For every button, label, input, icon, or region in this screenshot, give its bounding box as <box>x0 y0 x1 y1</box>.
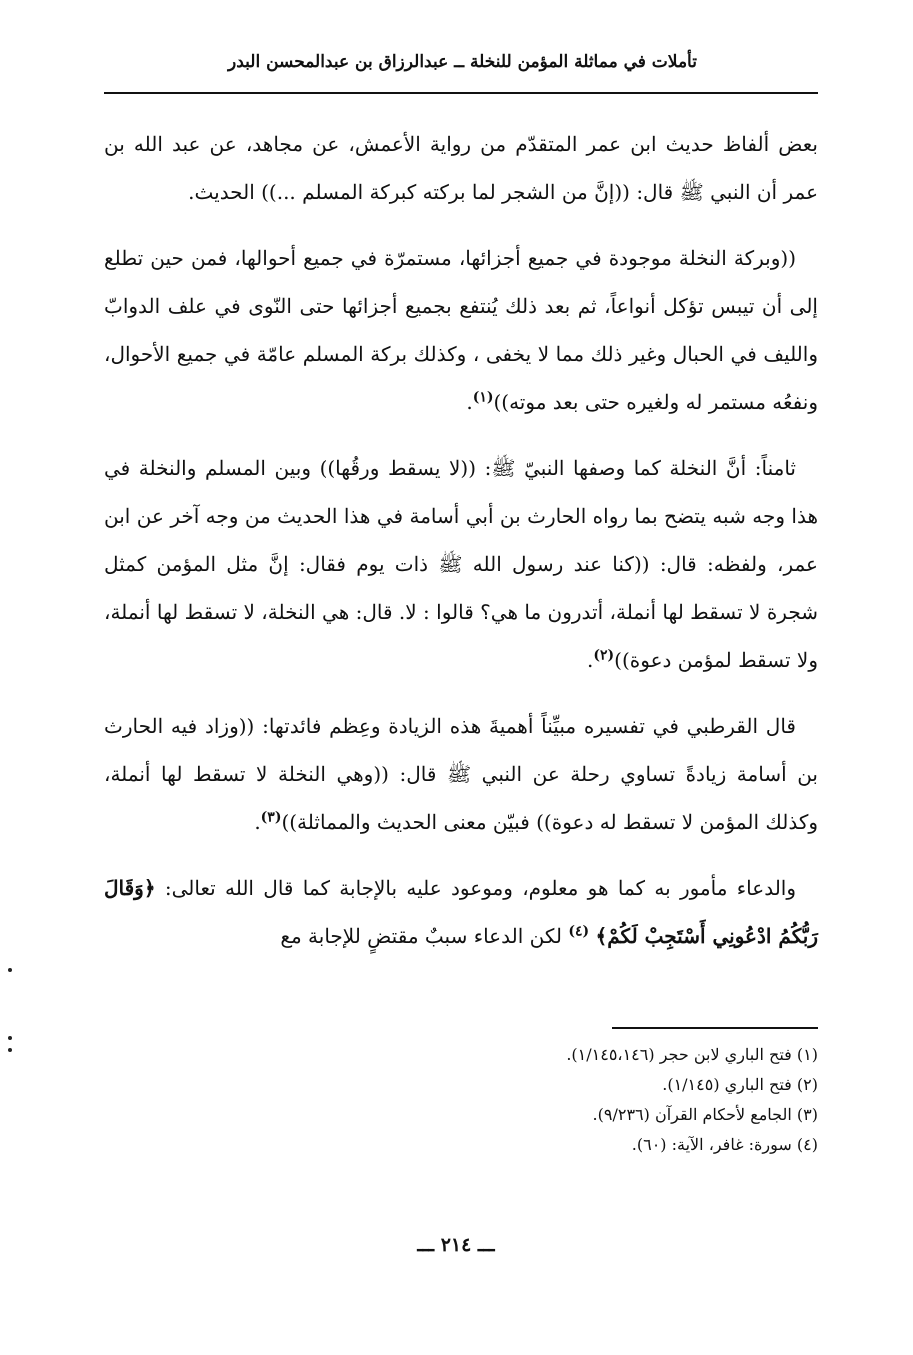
footnote-2: (٢) فتح الباري (١/١٤٥). <box>662 1075 818 1094</box>
main-text <box>104 120 818 960</box>
quran-verse: ﴿وَقَالَ رَبُّكُمُ ادْعُونِي أَسْتَجِبْ لَكُمْ﴾ <box>104 876 818 948</box>
page-number: ـــ ٢١٤ ـــ <box>417 1234 495 1256</box>
paragraph-3-text: ثامناً: أنَّ النخلة كما وصفها النبيّ ﷺ: ((لا يسقط ورقُها)) وبين المسلم والنخلة في هذا وجه شبه يتضح بما رواه الحارث بن أبي أسامة في هذا الحديث من وجه آخر عن ابن عمر، ولفظه: قال: ((كنا عند رسول الله ﷺ ذات يوم فقال: إنَّ مثل المؤمن كمثل شجرة لا تسقط لها أنملة، أتدرون ما هي؟ قالوا : لا. قال: هي النخلة، لا تسقط لها أنملة، ولا تسقط لمؤمن دعوة)) <box>104 456 818 672</box>
running-header: تأملات في مماثلة المؤمن للنخلة ــ عبدالرزاق بن عبدالمحسن البدر <box>228 52 697 72</box>
paragraph-5-text-before: والدعاء مأمور به كما هو معلوم، وموعود عليه بالإجابة كما قال الله تعالى: <box>164 876 797 900</box>
footnote-3: (٣) الجامع لأحكام القرآن (٩/٢٣٦). <box>592 1105 818 1124</box>
paragraph-4-tail: . <box>254 810 261 834</box>
footnote-ref-2[interactable]: (٢) <box>593 647 615 664</box>
paragraph-5 <box>104 864 818 960</box>
scan-speck <box>8 1048 12 1052</box>
paragraph-3-tail: . <box>587 648 594 672</box>
footnote-separator <box>612 1027 818 1029</box>
paragraph-2 <box>104 234 818 426</box>
paragraph-1 <box>104 120 818 216</box>
scan-speck <box>8 968 12 972</box>
footnote-ref-3[interactable]: (٣) <box>260 809 282 826</box>
footnote-ref-4[interactable]: (٤) <box>568 923 590 940</box>
scan-speck <box>8 1036 12 1040</box>
footnotes <box>104 1040 818 1160</box>
footnote-1: (١) فتح الباري لابن حجر (١/١٤٥،١٤٦). <box>566 1045 818 1064</box>
paragraph-1-text: بعض ألفاظ حديث ابن عمر المتقدّم من رواية الأعمش، عن مجاهد، عن عبد الله بن عمر أن النبي ﷺ قال: ((إنَّ من الشجر لما بركته كبركة المسلم ...)) الحديث. <box>104 132 818 204</box>
paragraph-2-tail: . <box>466 390 473 414</box>
footnote-4: (٤) سورة: غافر، الآية: (٦٠). <box>631 1135 818 1154</box>
paragraph-5-text-after: لكن الدعاء سببٌ مقتضٍ للإجابة مع <box>280 924 562 948</box>
paragraph-4 <box>104 702 818 846</box>
header-rule <box>104 92 818 94</box>
footnote-ref-1[interactable]: (١) <box>472 389 494 406</box>
paragraph-3 <box>104 444 818 684</box>
paragraph-4-text: قال القرطبي في تفسيره مبيِّناً أهميةَ هذه الزيادة وعِظم فائدتها: ((وزاد فيه الحارث بن أسامة زيادةً تساوي رحلة عن النبي ﷺ قال: ((وهي النخلة لا تسقط لها أنملة، وكذلك المؤمن لا تسقط له دعوة)) فبيّن معنى الحديث والمماثلة)) <box>104 714 818 834</box>
paragraph-2-text: ((وبركة النخلة موجودة في جميع أجزائها، مستمرّة في جميع أحوالها، فمن حين تطلع إلى أن تيبس تؤكل أنواعاً، ثم بعد ذلك يُنتفع بجميع أجزائها حتى النّوى في علف الدوابّ والليف في الحبال وغير ذلك مما لا يخفى ، وكذلك بركة المسلم عامّة في جميع الأحوال، ونفعُه مستمر له ولغيره حتى بعد موته)) <box>104 246 818 414</box>
